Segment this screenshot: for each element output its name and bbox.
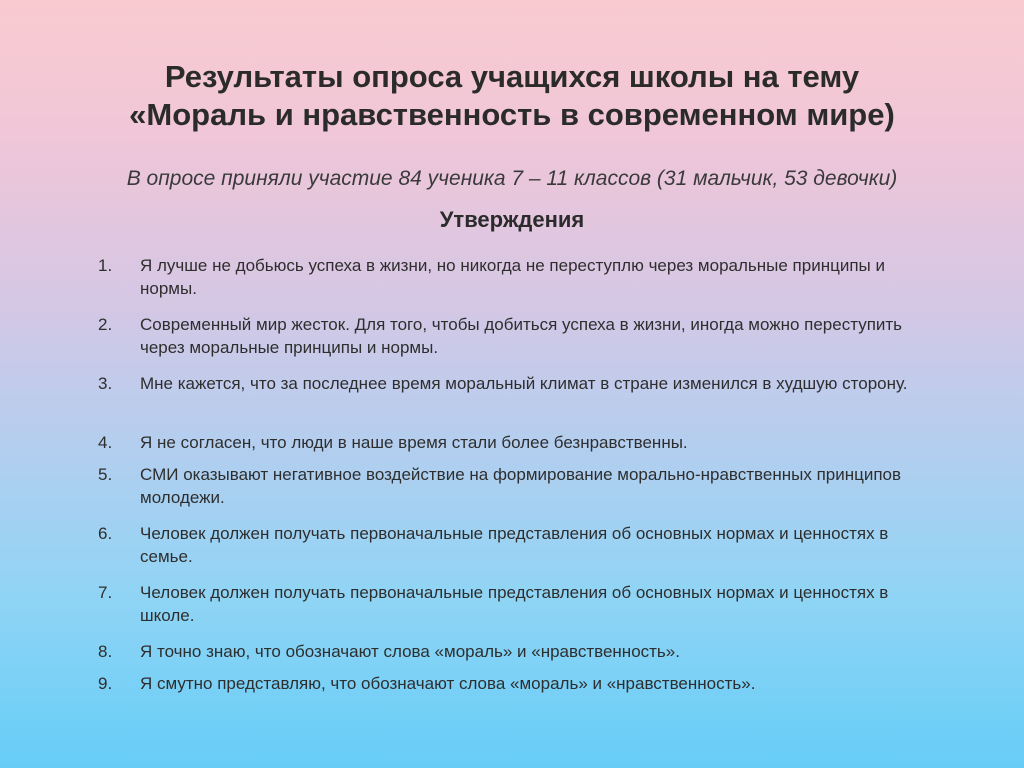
statements-heading: Утверждения — [439, 207, 585, 232]
title-line-2: «Мораль и нравственность в современном мире) — [129, 97, 895, 132]
statement-text: Я точно знаю, что обозначают слова «мораль» и «нравственность». — [140, 642, 680, 661]
statement-number: 3. — [98, 374, 113, 393]
statement-number: 5. — [98, 465, 113, 484]
statement-item — [98, 372, 938, 431]
statement-number: 8. — [98, 642, 113, 661]
statement-text: Мне кажется, что за последнее время моральный климат в стране изменился в худшую сторону. — [140, 374, 908, 393]
statement-text: Современный мир жесток. Для того, чтобы добиться успеха в жизни, иногда можно переступить через моральные принципы и нормы. — [140, 315, 903, 357]
survey-participants-subtitle: В опросе приняли участие 84 ученика 7 – 11 классов (31 мальчик, 53 девочки) — [126, 167, 898, 190]
statement-item — [98, 640, 938, 672]
statements-list — [98, 254, 938, 704]
statement-item — [98, 581, 938, 640]
statement-item — [98, 522, 938, 581]
statement-text: Человек должен получать первоначальные представления об основных нормах и ценностях в семье. — [140, 524, 889, 566]
statement-text: Я не согласен, что люди в наше время стали более безнравственны. — [140, 433, 688, 452]
statement-number: 4. — [98, 433, 113, 452]
statement-item — [98, 313, 938, 372]
statement-text: Я лучше не добьюсь успеха в жизни, но никогда не переступлю через моральные принципы и нормы. — [140, 256, 885, 298]
statement-text: Я смутно представляю, что обозначают слова «мораль» и «нравственность». — [140, 674, 756, 693]
statement-number: 1. — [98, 256, 113, 275]
statement-item — [98, 672, 938, 704]
statement-number: 9. — [98, 674, 113, 693]
statement-text: Человек должен получать первоначальные представления об основных нормах и ценностях в школе. — [140, 583, 889, 625]
statement-item — [98, 431, 938, 463]
statement-text: СМИ оказывают негативное воздействие на формирование морально-нравственных принципов молодежи. — [140, 465, 902, 507]
statement-number: 7. — [98, 583, 113, 602]
slide-title — [0, 58, 1024, 134]
statement-number: 6. — [98, 524, 113, 543]
statement-item — [98, 254, 938, 313]
statement-number: 2. — [98, 315, 113, 334]
title-line-1: Результаты опроса учащихся школы на тему — [164, 59, 860, 94]
statement-item — [98, 463, 938, 522]
